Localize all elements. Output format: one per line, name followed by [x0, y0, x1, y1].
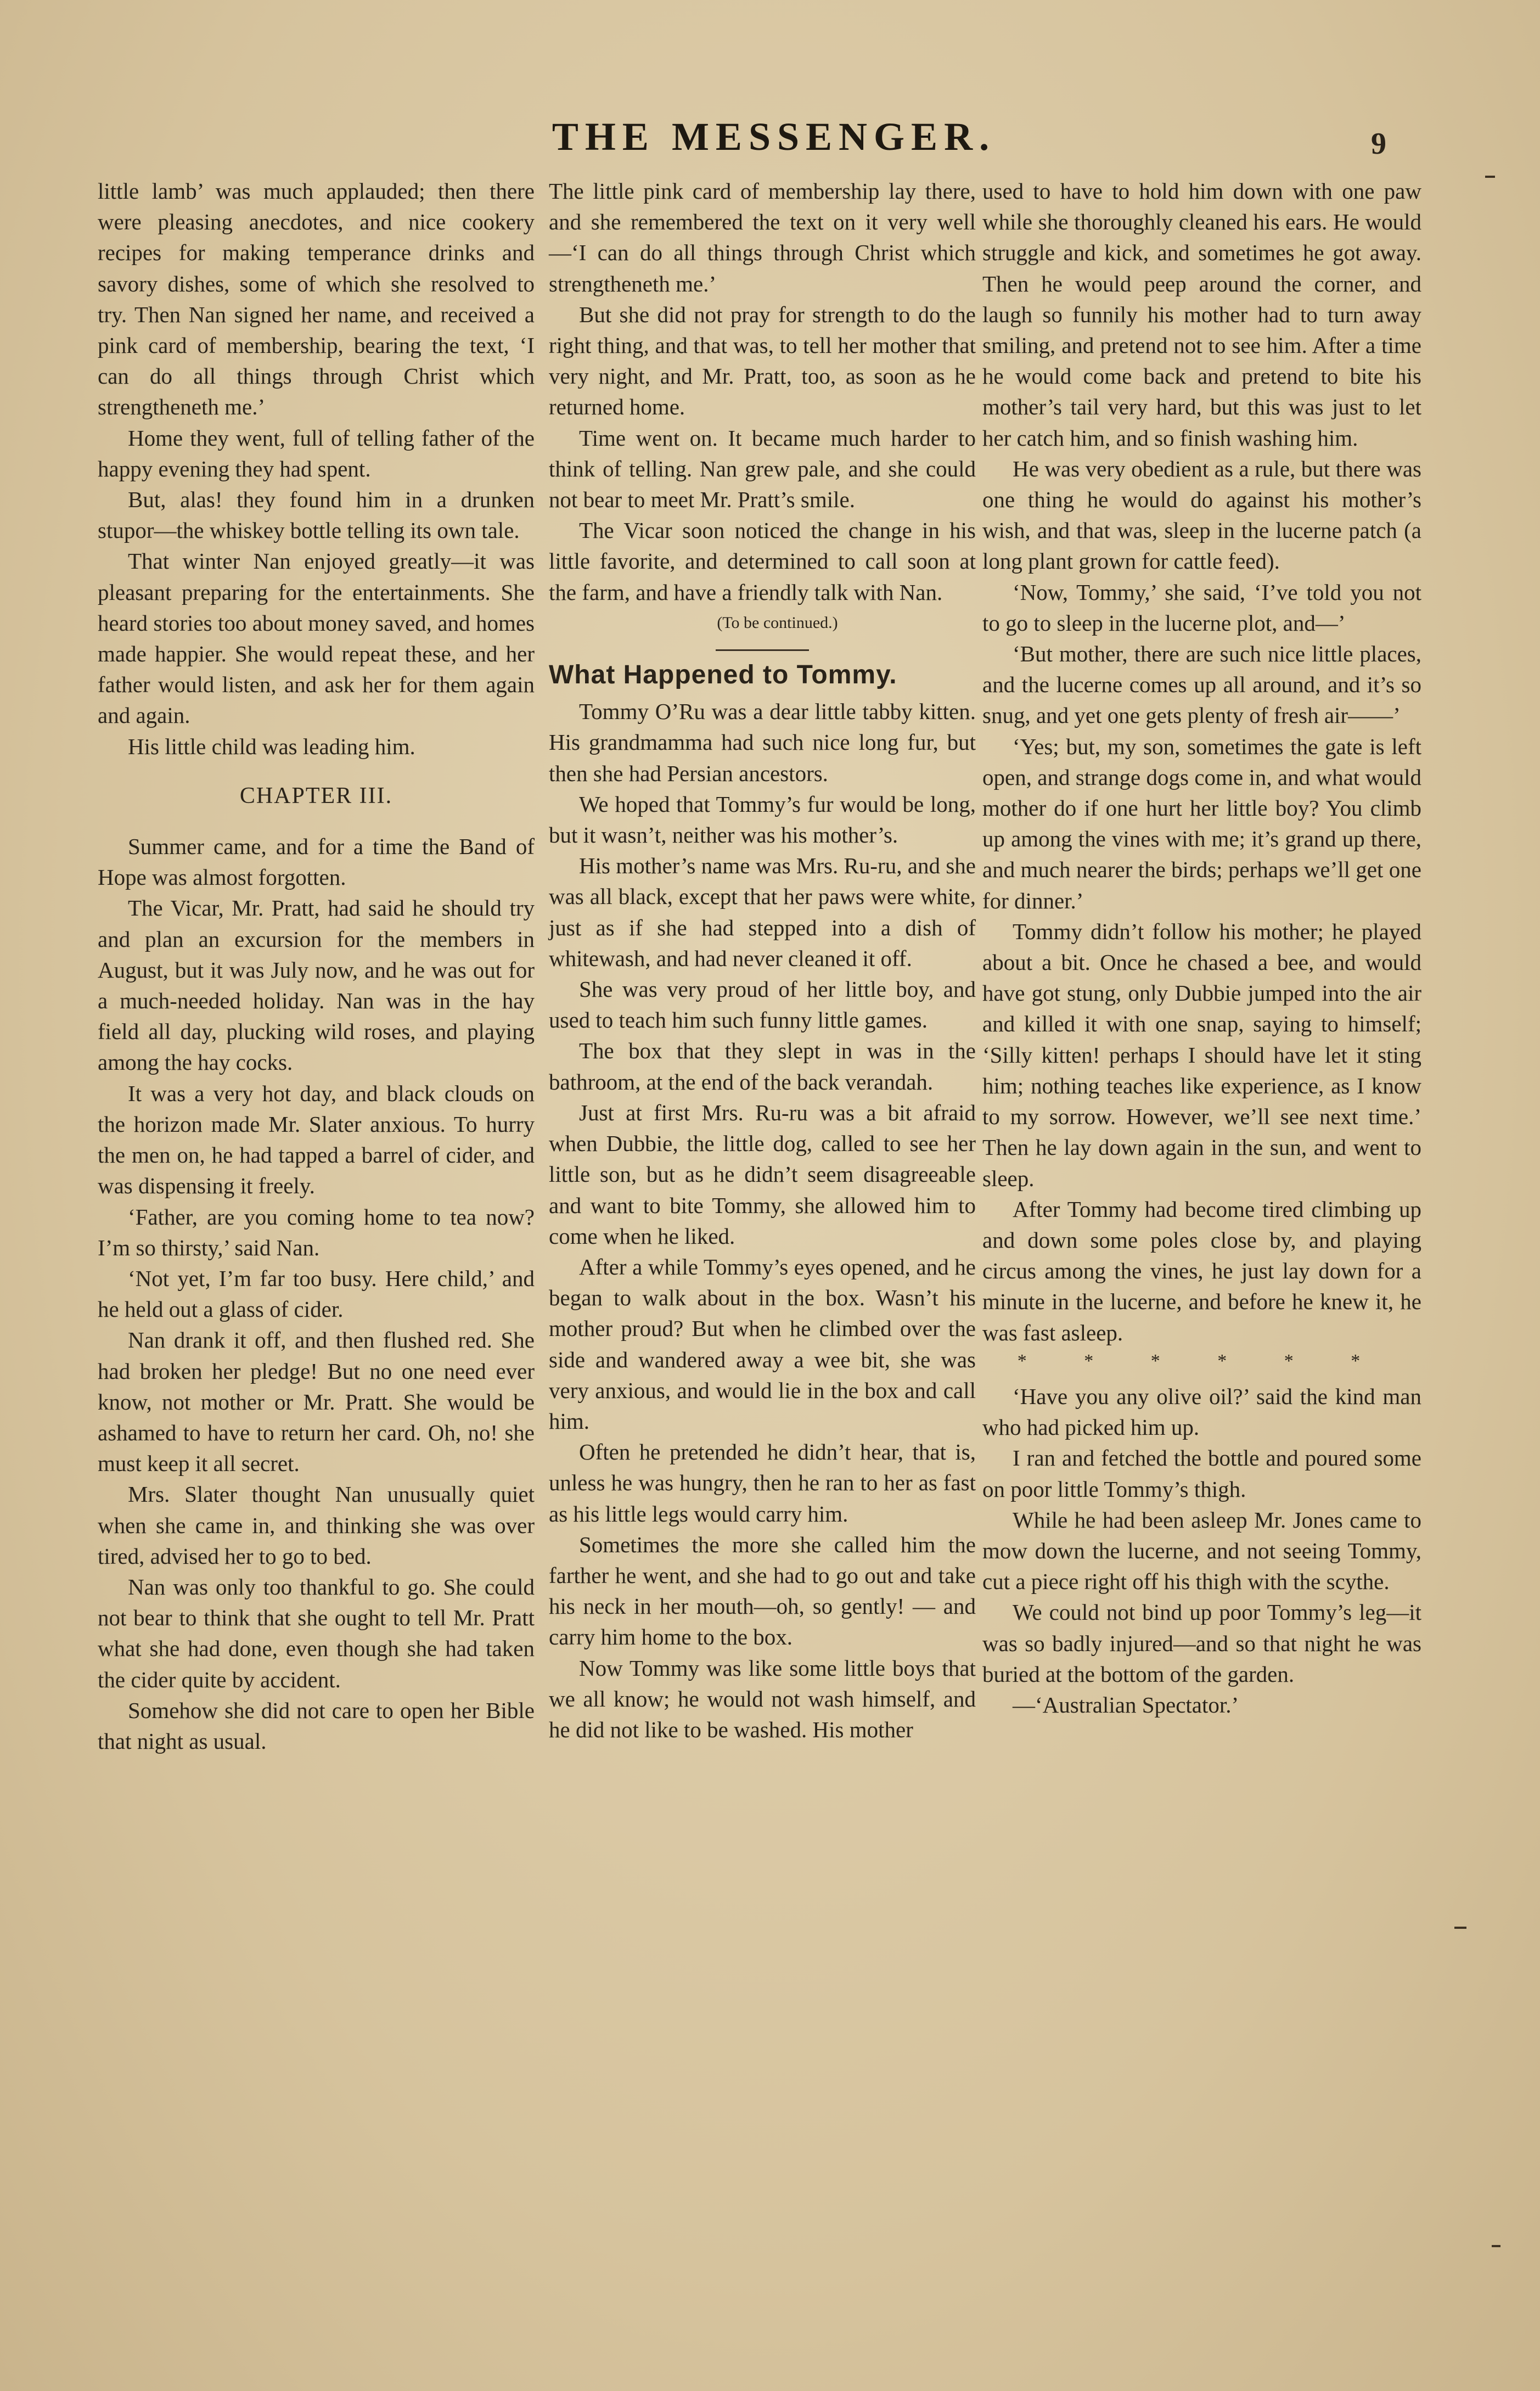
paragraph: After Tommy had become tired climbing up and down some poles close by, and playing circus among the vines, he just lay down for a minute in the lucerne, and before he knew it, he was fast asleep.: [982, 1196, 1421, 1345]
column-3: [982, 176, 1421, 1720]
paragraph: Now Tommy was like some little boys that we all know; he would not wash himself, and he did not like to be washed. His mother: [549, 1655, 976, 1742]
paragraph: Somehow she did not care to open her Bible that night as usual.: [98, 1697, 535, 1754]
page-header: [0, 114, 1540, 164]
paragraph: The Vicar, Mr. Pratt, had said he should try and plan an excursion for the members in August, but it was July now, and he was out for a much-needed holiday. Nan was in the hay field all day, plucking wild roses, and playing among the hay cocks.: [98, 895, 535, 1075]
paragraph: After a while Tommy’s eyes opened, and he began to walk about in the box. Wasn’t his mother proud? But when he climbed over the side and wandered away a wee bit, she was very anxious, and would lie in the box and call him.: [549, 1254, 976, 1434]
column-2: [549, 176, 976, 1745]
paragraph: Just at first Mrs. Ru-ru was a bit afraid when Dubbie, the little dog, called to see her little son, but as he didn’t seem disagreeable and want to bite Tommy, she allowed him to come when he liked.: [549, 1099, 976, 1249]
paragraph: ‘But mother, there are such nice little places, and the lucerne comes up all around, and it’s so snug, and yet one gets plenty of fresh air——’: [982, 641, 1421, 728]
column-1: [98, 176, 535, 1756]
paragraph: Mrs. Slater thought Nan unusually quiet when she came in, and thinking she was over tired, advised her to go to bed.: [98, 1481, 535, 1569]
paragraph: We could not bind up poor Tommy’s leg—it was so badly injured—and so that night he was buried at the bottom of the garden.: [982, 1599, 1421, 1687]
paragraph: She was very proud of her little boy, and used to teach him such funny little games.: [549, 976, 976, 1033]
paragraph: The Vicar soon noticed the change in his little favorite, and determined to call soon at the farm, and have a friendly talk with Nan.: [549, 518, 976, 605]
paragraph: Summer came, and for a time the Band of Hope was almost forgotten.: [98, 834, 535, 890]
paragraph: Home they went, full of telling father of the happy evening they had spent.: [98, 425, 535, 481]
paragraph: But she did not pray for strength to do the right thing, and that was, to tell her mother that very night, and Mr. Pratt, too, as soon as he returned home.: [549, 301, 976, 420]
source-credit: —‘Australian Spectator.’: [1013, 1692, 1239, 1718]
paragraph: ‘Yes; but, my son, sometimes the gate is left open, and strange dogs come in, and what would mother do if one hurt her little boy? You climb up among the vines with me; it’s grand up there, and much nearer the birds; perhaps we’ll get one for dinner.’: [982, 733, 1421, 913]
paragraph: We hoped that Tommy’s fur would be long, but it wasn’t, neither was his mother’s.: [549, 791, 976, 848]
paragraph: Time went on. It became much harder to think of telling. Nan grew pale, and she could not bear to meet Mr. Pratt’s smile.: [549, 425, 976, 513]
paragraph: While he had been asleep Mr. Jones came to mow down the lucerne, and not seeing Tommy, cut a piece right off his thigh with the scythe.: [982, 1507, 1421, 1595]
paragraph: Nan drank it off, and then flushed red. She had broken her pledge! But no one need ever know, not mother or Mr. Pratt. She would be ashamed to have to return her card. Oh, no! she must keep it all secret.: [98, 1327, 535, 1477]
section-break-stars: * * * * * *: [1017, 1350, 1387, 1371]
paragraph: used to have to hold him down with one paw while she thoroughly cleaned his ears. He would struggle and kick, and sometimes he got away. Then he would peep around the corner, and laugh so funnily his mother had to turn away smiling, and pretend not to see him. After a time he would come back and pretend to bite his mother’s tail very hard, but this was just to let her catch him, and so finish washing him.: [982, 178, 1421, 451]
paragraph: His mother’s name was Mrs. Ru-ru, and she was all black, except that her paws were white, just as if she had stepped into a dish of whitewash, and had never cleaned it off.: [549, 853, 976, 971]
section-divider: [716, 649, 809, 651]
margin-speck: [1492, 2245, 1500, 2247]
paragraph: ‘Not yet, I’m far too busy. Here child,’ and he held out a glass of cider.: [98, 1265, 535, 1322]
to-be-continued-note: (To be continued.): [717, 613, 838, 632]
masthead-title: THE MESSENGER.: [552, 115, 996, 159]
story-title: What Happened to Tommy.: [549, 660, 897, 690]
paragraph: ‘Now, Tommy,’ she said, ‘I’ve told you not to go to sleep in the lucerne plot, and—’: [982, 579, 1421, 636]
paragraph: Tommy didn’t follow his mother; he played about a bit. Once he chased a bee, and would have got stung, only Dubbie jumped into the air and killed it with one snap, saying to himself; ‘Silly kitten! perhaps I should have let it sting him; nothing teaches like experience, as I know to my sorrow. However, we’ll see next time.’ Then he lay down again in the sun, and went to sleep.: [982, 918, 1421, 1191]
paragraph: Nan was only too thankful to go. She could not bear to think that she ought to tell Mr. Pratt what she had done, even though she had taken the cider quite by accident.: [98, 1574, 535, 1692]
paragraph: I ran and fetched the bottle and poured some on poor little Tommy’s thigh.: [982, 1445, 1421, 1502]
paragraph: His little child was leading him.: [128, 733, 415, 759]
paragraph: Sometimes the more she called him the farther he went, and she had to go out and take his neck in her mouth—oh, so gently! — and carry him home to the box.: [549, 1531, 976, 1650]
paragraph: The box that they slept in was in the bathroom, at the end of the back verandah.: [549, 1038, 976, 1095]
paragraph: ‘Have you any olive oil?’ said the kind man who had picked him up.: [982, 1383, 1421, 1440]
paragraph: It was a very hot day, and black clouds on the horizon made Mr. Slater anxious. To hurry the men on, he had tapped a barrel of cider, and was dispensing it freely.: [98, 1080, 535, 1199]
paragraph: That winter Nan enjoyed greatly—it was pleasant preparing for the entertainments. She heard stories too about money saved, and homes made happier. She would repeat these, and her father would listen, and ask her for them again and again.: [98, 548, 535, 728]
margin-speck: [1485, 176, 1495, 178]
paragraph: ‘Father, are you coming home to tea now? I’m so thirsty,’ said Nan.: [98, 1204, 535, 1260]
paragraph: He was very obedient as a rule, but there was one thing he would do against his mother’s wish, and that was, sleep in the lucerne patch (a long plant grown for cattle feed).: [982, 456, 1421, 574]
paragraph: little lamb’ was much applauded; then there were pleasing anecdotes, and nice cookery recipes for making temperance drinks and savory dishes, some of which she resolved to try. Then Nan signed her name, and received a pink card of membership, bearing the text, ‘I can do all things through Christ which strengtheneth me.’: [98, 178, 535, 420]
paragraph: Often he pretended he didn’t hear, that is, unless he was hungry, then he ran to her as fast as his little legs would carry him.: [549, 1439, 976, 1526]
paragraph: But, alas! they found him in a drunken stupor—the whiskey bottle telling its own tale.: [98, 487, 535, 543]
paragraph: Tommy O’Ru was a dear little tabby kitten. His grandmamma had such nice long fur, but then she had Persian ancestors.: [549, 699, 976, 786]
page-number: 9: [1371, 127, 1386, 161]
paragraph: The little pink card of membership lay there, and she remembered the text on it very well—‘I can do all things through Christ which strengtheneth me.’: [549, 178, 976, 296]
margin-speck: [1454, 1927, 1466, 1929]
chapter-heading: CHAPTER III.: [239, 783, 393, 809]
